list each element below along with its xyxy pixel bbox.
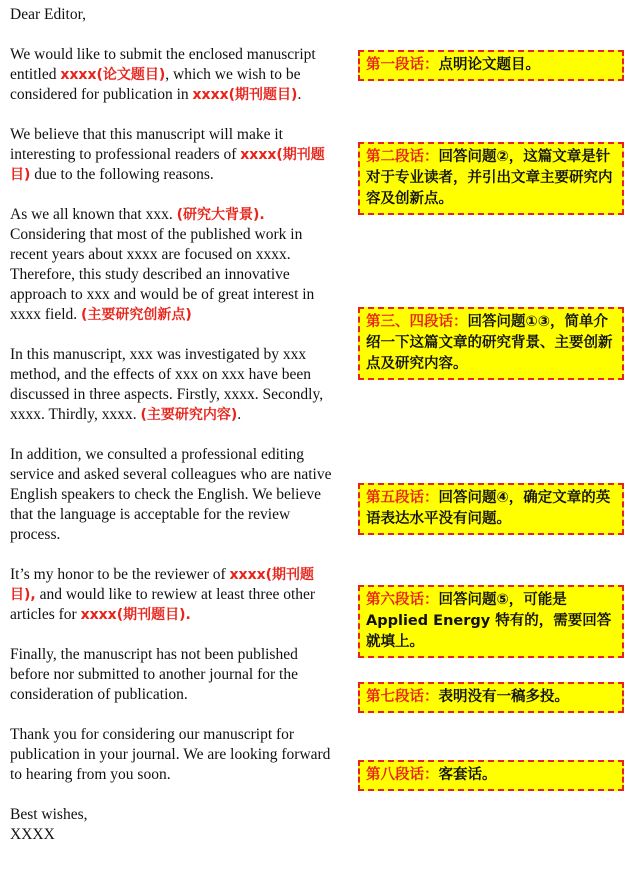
research-background-placeholder: (研究大背景). [176, 207, 265, 223]
closing-block [10, 805, 338, 845]
closing: Best wishes, [10, 806, 88, 823]
annotation-paragraph-6 [358, 585, 624, 658]
paragraph-1-text-c: . [297, 86, 302, 103]
journal-title-placeholder: xxxx(期刊题目), [10, 567, 315, 603]
annotation-paragraph-8 [358, 760, 624, 791]
annotation-paragraph-1 [358, 50, 624, 81]
annotation-text: 点明论文题目。 [438, 57, 540, 73]
signature: XXXX [10, 826, 55, 843]
paragraph-8: Thank you for considering our manuscript for publication in your journal. We are looking forward to hearing from you soon. [10, 726, 331, 783]
annotation-paragraph-5 [358, 483, 624, 535]
annotation-text: 客套话。 [438, 767, 497, 783]
paragraph-3 [10, 205, 338, 325]
innovation-placeholder: (主要研究创新点) [81, 307, 192, 323]
paragraph-2-text-b: due to the following reasons. [30, 166, 214, 183]
paragraph-3-text-a: As we all known that xxx. [10, 206, 177, 223]
paragraph-4-text-b: . [237, 406, 242, 423]
annotation-text: 回答问题⑤，可能是Applied Energy 特有的，需要回答就填上。 [366, 592, 612, 650]
paragraph-6-text-b: and would like to rewiew at least three other articles for [10, 586, 316, 623]
annotation-label: 第三、四段话： [366, 314, 468, 330]
annotation-text: 回答问题④，确定文章的英语表达水平没有问题。 [366, 490, 611, 527]
annotation-label: 第八段话： [366, 767, 439, 783]
paragraph-5: In addition, we consulted a professional editing service and asked several colleagues who are native English speakers to check the English. We believe that the language is acceptable for the review process. [10, 446, 332, 543]
annotation-label: 第六段话： [366, 592, 439, 608]
cover-letter [10, 5, 338, 845]
paragraph-3-text-b: Considering that most of the published work in recent years about xxxx are focused on xxxx. Therefore, this study described an innovative approach to xxx and would be of great interest in xxxx field. [10, 226, 315, 323]
annotation-label: 第二段话： [366, 149, 439, 165]
paragraph-1-text-a: We would like to submit the enclosed manuscript entitled [10, 46, 316, 83]
journal-title-placeholder: xxxx(期刊题目) [10, 147, 325, 183]
annotation-text: 回答问题②，这篇文章是针对于专业读者，并引出文章主要研究内容及创新点。 [366, 149, 613, 207]
annotation-text: 回答问题①③，简单介绍一下这篇文章的研究背景、主要创新点及研究内容。 [366, 314, 613, 372]
journal-title-placeholder: xxxx(期刊题目) [192, 87, 298, 103]
annotation-label: 第五段话： [366, 490, 439, 506]
paper-title-placeholder: xxxx(论文题目) [60, 67, 166, 83]
paragraph-6-text-a: It’s my honor to be the reviewer of [10, 566, 230, 583]
paragraph-4-text-a: In this manuscript, xxx was investigated by xxx method, and the effects of xxx on xxx have been discussed in three aspects. Firstly, xxxx. Secondly, xxxx. Thirdly, xxxx. [10, 346, 324, 423]
paragraph-7: Finally, the manuscript has not been published before nor submitted to another journal for the consideration of publication. [10, 646, 298, 703]
research-content-placeholder: (主要研究内容) [140, 407, 238, 423]
journal-title-placeholder: xxxx(期刊题目). [80, 607, 191, 623]
paragraph-2 [10, 125, 338, 185]
paragraph-6 [10, 565, 338, 625]
annotation-label: 第一段话： [366, 57, 439, 73]
salutation: Dear Editor, [10, 6, 86, 23]
annotation-label: 第七段话： [366, 689, 439, 705]
annotation-text: 表明没有一稿多投。 [438, 689, 569, 705]
annotation-paragraph-2 [358, 142, 624, 215]
paragraph-1 [10, 45, 338, 105]
paragraph-4 [10, 345, 338, 425]
annotation-paragraph-7 [358, 682, 624, 713]
annotation-paragraphs-3-4 [358, 307, 624, 380]
paragraph-1-text-b: , which we wish to be considered for publication in [10, 66, 301, 103]
paragraph-2-text-a: We believe that this manuscript will make it interesting to professional readers of [10, 126, 283, 163]
